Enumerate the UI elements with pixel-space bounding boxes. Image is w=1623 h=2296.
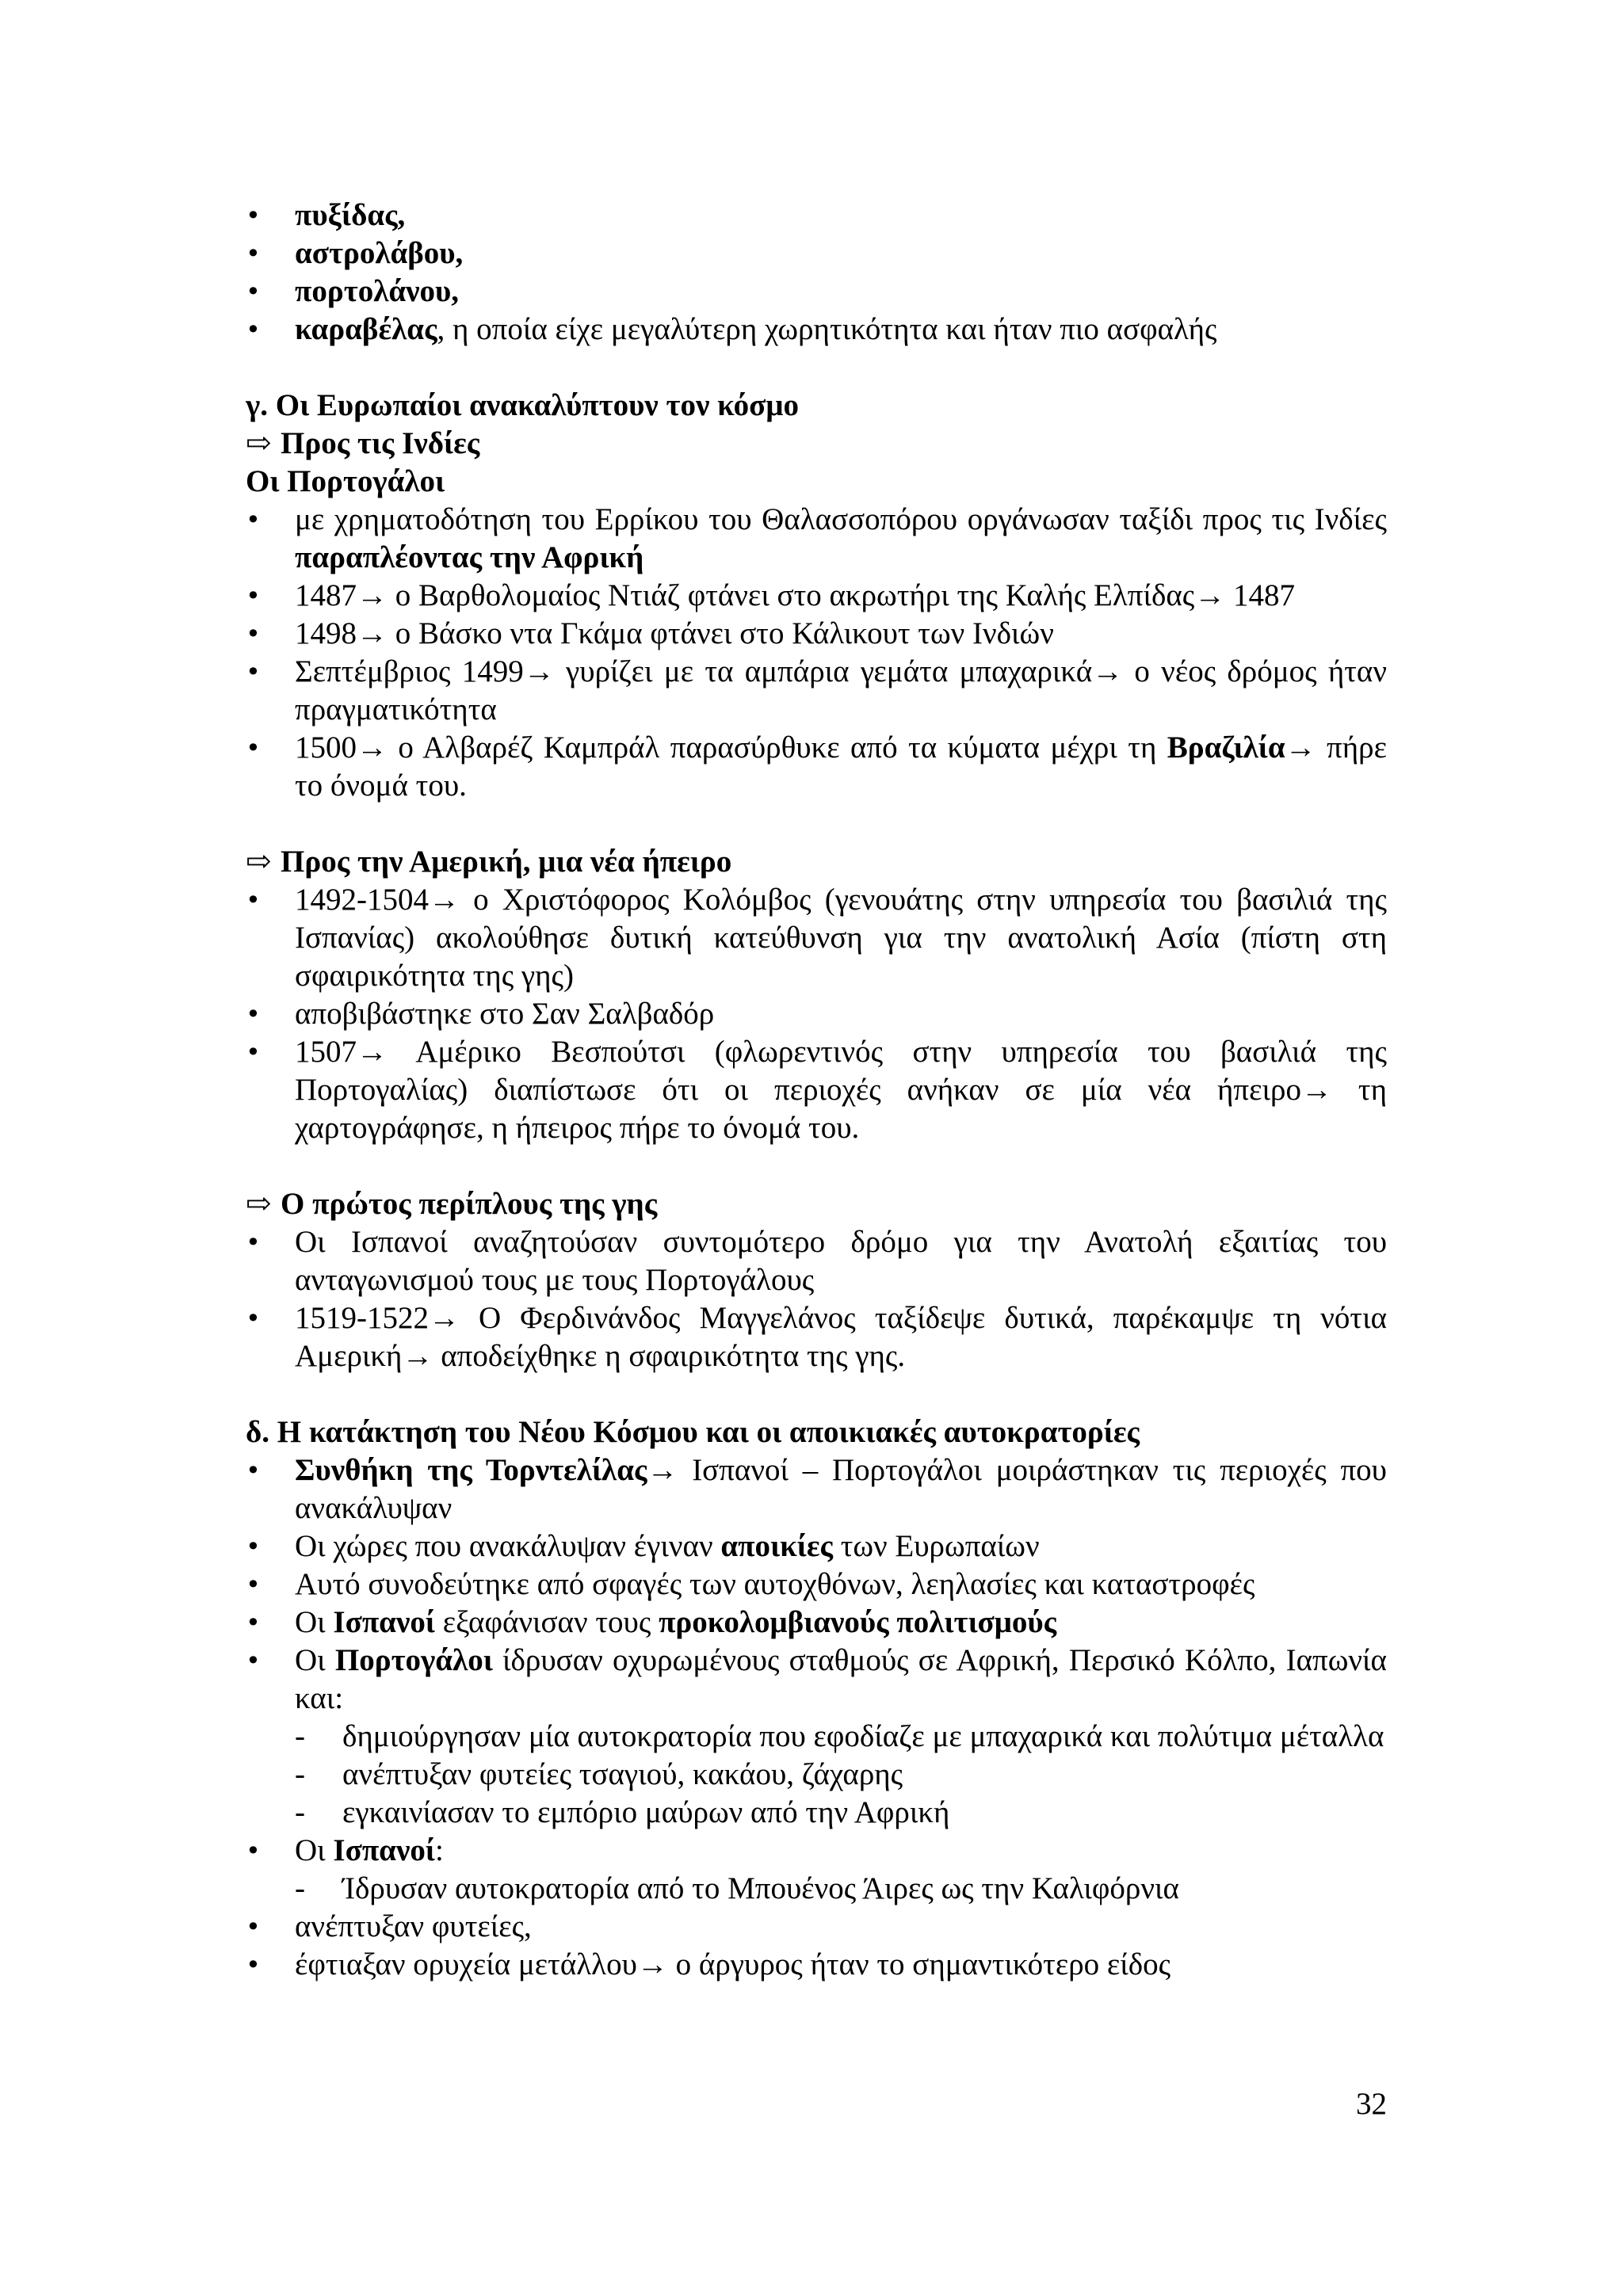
list-item-gama: • 1498→ ο Βάσκο ντα Γκάμα φτάνει στο Κάλικουτ των Ινδιών [246, 615, 1387, 653]
dash-item-spice-empire: - δημιούργησαν μία αυτοκρατορία που εφοδίαζε με μπαχαρικά και πολύτιμα μέταλλα [246, 1718, 1387, 1756]
outline-arrow-icon: ⇨ [246, 426, 272, 460]
list-item-henry: • με χρηματοδότηση του Ερρίκου του Θαλασσοπόρου οργάνωσαν ταξίδι προς τις Ινδίες παραπλέοντας την Αφρική [246, 501, 1387, 577]
page-content [246, 196, 1387, 1984]
dash-item-slave-trade: - εγκαινίασαν το εμπόριο μαύρων από την Αφρική [246, 1794, 1387, 1832]
list-item-massacres: • Αυτό συνοδεύτηκε από σφαγές των αυτοχθόνων, λεηλασίες και καταστροφές [246, 1566, 1387, 1604]
list-item-cabral: • 1500→ ο Αλβαρέζ Καμπράλ παρασύρθυκε από τα κύματα μέχρι τη Βραζιλία→ πήρε το όνομά του. [246, 729, 1387, 805]
arrow-icon: → [636, 1947, 668, 1981]
list-item-dias: • 1487→ ο Βαρθολομαίος Ντιάζ φτάνει στο ακρωτήρι της Καλής Ελπίδας→ 1487 [246, 577, 1387, 615]
list-item-columbus: • 1492-1504→ ο Χριστόφορος Κολόμβος (γενουάτης στην υπηρεσία του βασιλιά της Ισπανίας) ακολούθησε δυτική κατεύθυνση για την ανατολική Ασία (πίστη στη σφαιρικότητα της γης) [246, 881, 1387, 995]
section-d-title: δ. Η κατάκτηση του Νέου Κόσμου και οι αποικιακές αυτοκρατορίες [246, 1415, 1140, 1449]
arrow-icon: → [357, 730, 388, 765]
list-item-spanish-rivalry: • Οι Ισπανοί αναζητούσαν συντομότερο δρόμο για την Ανατολή εξαιτίας του ανταγωνισμού τους με τους Πορτογάλους [246, 1223, 1387, 1299]
india-heading: ⇨ Προς τις Ινδίες [246, 425, 1387, 463]
arrow-icon: → [357, 578, 388, 612]
list-item-plantations: • ανέπτυξαν φυτείες, [246, 1908, 1387, 1946]
arrow-icon: → [357, 616, 388, 650]
america-heading: ⇨ Προς την Αμερική, μια νέα ήπειρο [246, 843, 1387, 881]
list-item-caravel: • καραβέλας, η οποία είχε μεγαλύτερη χωρητικότητα και ήταν πιο ασφαλής [246, 311, 1387, 349]
list-item-astrolabe: • αστρολάβου, [246, 235, 1387, 273]
arrow-icon: → [429, 1301, 460, 1335]
arrow-icon: → [1300, 1073, 1332, 1107]
arrow-icon: → [402, 1339, 433, 1373]
arrow-icon: → [1285, 730, 1316, 765]
list-item-return: • Σεπτέμβριος 1499→ γυρίζει με τα αμπάρια γεμάτα μπαχαρικά→ ο νέος δρόμος ήταν πραγματικότητα [246, 653, 1387, 729]
section-c-title: γ. Οι Ευρωπαίοι ανακαλύπτουν τον κόσμο [246, 388, 799, 422]
arrow-icon: → [1194, 578, 1226, 612]
list-item-san-salvador: • αποβιβάστηκε στο Σαν Σαλβαδόρ [246, 995, 1387, 1033]
arrow-icon: → [429, 883, 460, 917]
dash-item-spanish-empire: - Ίδρυσαν αυτοκρατορία από το Μπουένος Άιρες ως την Καλιφόρνια [246, 1870, 1387, 1908]
page-number: 32 [1356, 2087, 1387, 2121]
arrow-icon: → [647, 1453, 678, 1487]
arrow-icon: → [523, 654, 555, 688]
outline-arrow-icon: ⇨ [246, 1187, 272, 1221]
list-item-mines: • έφτιαξαν ορυχεία μετάλλου→ ο άργυρος ήταν το σημαντικότερο είδος [246, 1946, 1387, 1984]
list-item-magellan: • 1519-1522→ Ο Φερδινάνδος Μαγγελάνος ταξίδεψε δυτικά, παρέκαμψε τη νότια Αμερική→ αποδείχθηκε η σφαιρικότητα της γης. [246, 1299, 1387, 1375]
list-item-compass: • πυξίδας, [246, 196, 1387, 235]
portuguese-subtitle: Οι Πορτογάλοι [246, 464, 445, 498]
list-item-tordesillas: • Συνθήκη της Τορντελίλας→ Ισπανοί – Πορτογάλοι μοιράστηκαν τις περιοχές που ανακάλυψαν [246, 1451, 1387, 1527]
outline-arrow-icon: ⇨ [246, 845, 272, 879]
arrow-icon: → [357, 1035, 388, 1069]
circumnavigation-heading: ⇨ Ο πρώτος περίπλους της γης [246, 1185, 1387, 1223]
list-item-precolumbian: • Οι Ισπανοί εξαφάνισαν τους προκολομβιανούς πολιτισμούς [246, 1604, 1387, 1642]
list-item-portuguese-stations: • Οι Πορτογάλοι ίδρυσαν οχυρωμένους σταθμούς σε Αφρική, Περσικό Κόλπο, Ιαπωνία και: [246, 1642, 1387, 1718]
list-item-portolan: • πορτολάνου, [246, 273, 1387, 311]
arrow-icon: → [1092, 654, 1124, 688]
dash-item-plantations: - ανέπτυξαν φυτείες τσαγιού, κακάου, ζάχαρης [246, 1756, 1387, 1794]
list-item-vespucci: • 1507→ Αμέρικο Βεσπούτσι (φλωρεντινός στην υπηρεσία του βασιλιά της Πορτογαλίας) διαπίστωσε ότι οι περιοχές ανήκαν σε μία νέα ήπειρο→ τη χαρτογράφησε, η ήπειρος πήρε το όνομά του. [246, 1033, 1387, 1147]
list-item-spanish: • Οι Ισπανοί: [246, 1832, 1387, 1870]
list-item-colonies: • Οι χώρες που ανακάλυψαν έγιναν αποικίες των Ευρωπαίων [246, 1527, 1387, 1566]
